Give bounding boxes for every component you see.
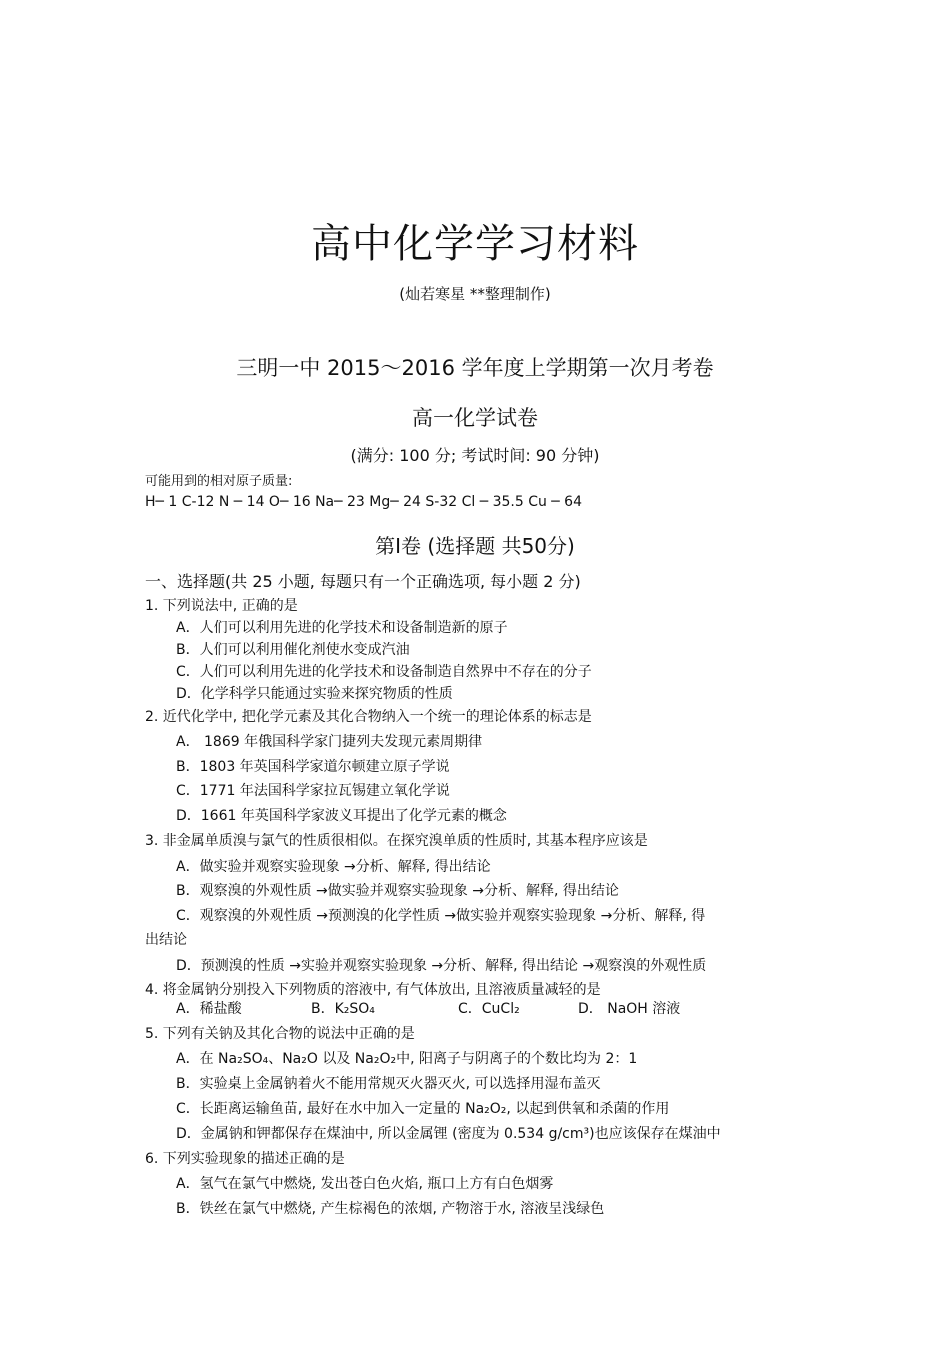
question-option: D．预测溴的性质 →实验并观察实验现象 →分析、解释, 得出结论 →观察溴的外观性质: [176, 958, 707, 974]
question-option: C．长距离运输鱼苗, 最好在水中加入一定量的 Na₂O₂, 以起到供氧和杀菌的作用: [176, 1101, 670, 1117]
question-stem: 2. 近代化学中, 把化学元素及其化合物纳入一个统一的理论体系的标志是: [145, 709, 592, 725]
exam-name: 三明一中 2015～2016 学年度上学期第一次月考卷: [236, 356, 714, 380]
question-option: B．实验桌上金属钠着火不能用常规灭火器灭火, 可以选择用湿布盖灭: [176, 1076, 601, 1092]
page-subtitle: (灿若寒星 **整理制作): [399, 285, 551, 303]
question-option: B．铁丝在氯气中燃烧, 产生棕褐色的浓烟, 产物溶于水, 溶液呈浅绿色: [176, 1201, 605, 1217]
question-stem: 4. 将金属钠分别投入下列物质的溶液中, 有气体放出, 且溶液质量减轻的是: [145, 982, 601, 998]
question-option: B．人们可以利用催化剂使水变成汽油: [176, 642, 410, 658]
question-option: A．稀盐酸: [176, 1001, 242, 1017]
question-stem: 5. 下列有关钠及其化合物的说法中正确的是: [145, 1026, 415, 1042]
exam-subject: 高一化学试卷: [412, 406, 538, 430]
question-option: B．1803 年英国科学家道尔顿建立原子学说: [176, 759, 450, 775]
question-option: A．做实验并观察实验现象 →分析、解释, 得出结论: [176, 859, 491, 875]
question-option: D． NaOH 溶液: [578, 1001, 681, 1017]
exam-info: (满分: 100 分; 考试时间: 90 分钟): [350, 446, 600, 465]
question-option: B．观察溴的外观性质 →做实验并观察实验现象 →分析、解释, 得出结论: [176, 883, 619, 899]
question-option: B．K₂SO₄: [311, 1001, 375, 1017]
page-title: 高中化学学习材料: [311, 221, 639, 267]
question-option: C．1771 年法国科学家拉瓦锡建立氧化学说: [176, 783, 450, 799]
question-option: A．氢气在氯气中燃烧, 发出苍白色火焰, 瓶口上方有白色烟雾: [176, 1176, 554, 1192]
section-title: 第Ⅰ卷 (选择题 共50分): [375, 534, 575, 558]
question-option: C．人们可以利用先进的化学技术和设备制造自然界中不存在的分子: [176, 664, 592, 680]
question-option: A． 1869 年俄国科学家门捷列夫发现元素周期律: [176, 734, 483, 750]
question-option: A．在 Na₂SO₄、Na₂O 以及 Na₂O₂中, 阳离子与阴离子的个数比均为 2：1: [176, 1051, 638, 1067]
question-option: D．1661 年英国科学家波义耳提出了化学元素的概念: [176, 808, 507, 824]
question-option: C．观察溴的外观性质 →预测溴的化学性质 →做实验并观察实验现象 →分析、解释, 得: [176, 908, 706, 924]
question-option-continuation: 出结论: [145, 932, 187, 948]
atomic-mass-values: H─ 1 C-12 N ─ 14 O─ 16 Na─ 23 Mg─ 24 S-32 Cl ─ 35.5 Cu ─ 64: [145, 494, 583, 510]
question-stem: 3. 非金属单质溴与氯气的性质很相似。在探究溴单质的性质时, 其基本程序应该是: [145, 833, 648, 849]
question-option: A．人们可以利用先进的化学技术和设备制造新的原子: [176, 620, 508, 636]
question-option: D．化学科学只能通过实验来探究物质的性质: [176, 686, 453, 702]
question-stem: 1. 下列说法中, 正确的是: [145, 598, 298, 614]
part-heading: 一、选择题(共 25 小题, 每题只有一个正确选项, 每小题 2 分): [145, 572, 581, 591]
question-option: C．CuCl₂: [458, 1001, 520, 1017]
question-stem: 6. 下列实验现象的描述正确的是: [145, 1151, 345, 1167]
atomic-mass-label: 可能用到的相对原子质量:: [145, 474, 293, 489]
question-option: D．金属钠和钾都保存在煤油中, 所以金属锂 (密度为 0.534 g/cm³)也应该保存在煤油中: [176, 1126, 721, 1142]
